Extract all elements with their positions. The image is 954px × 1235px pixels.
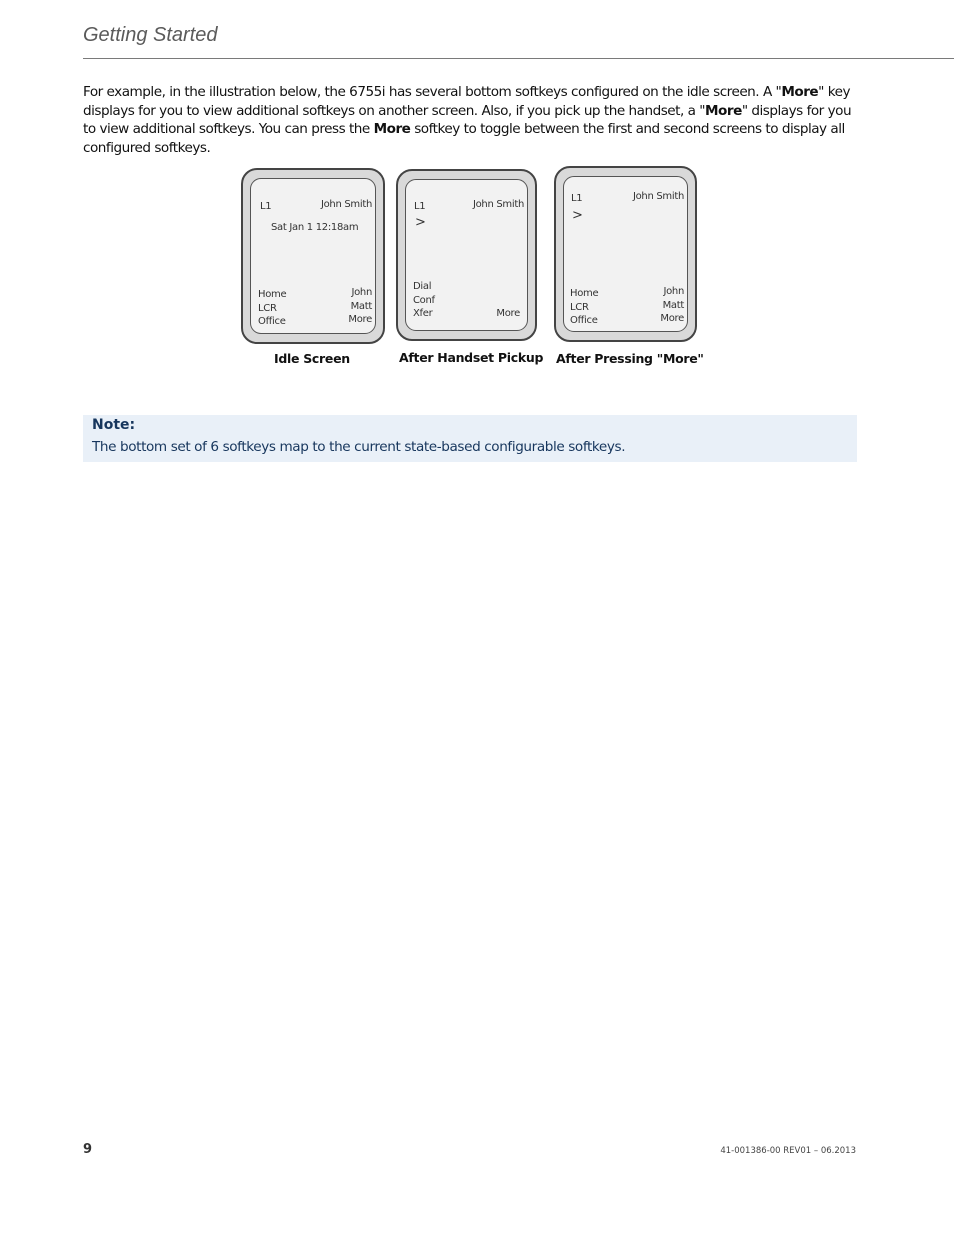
line-label: L1 — [414, 201, 426, 212]
date-time: Sat Jan 1 12:18am — [271, 222, 359, 233]
softkey-john: John — [663, 286, 684, 297]
intro-paragraph — [83, 83, 858, 158]
softkey-office: Office — [570, 315, 598, 326]
softkey-xfer: Xfer — [413, 308, 433, 319]
note-box — [83, 415, 857, 462]
phone-display — [563, 176, 688, 332]
softkey-lcr: LCR — [258, 302, 277, 314]
caller-name: John Smith — [320, 199, 372, 210]
phone-idle-screen — [241, 168, 385, 344]
softkey-home: Home — [570, 288, 599, 299]
right-softkeys — [348, 286, 372, 327]
note-title: Note: — [92, 417, 136, 433]
caller-name: John Smith — [472, 199, 524, 210]
right-softkeys — [496, 307, 520, 321]
softkey-dial: Dial — [413, 281, 432, 292]
left-softkeys — [570, 287, 598, 328]
phone-handset-screen — [396, 169, 537, 341]
page-number: 9 — [83, 1142, 93, 1157]
left-softkeys — [258, 288, 286, 329]
phone-more-screen — [554, 166, 697, 342]
document-id: 41-001386-00 REV01 – 06.2013 — [720, 1146, 856, 1156]
softkey-more: More — [348, 314, 372, 325]
dial-prompt: > — [415, 215, 426, 230]
page-header-title: Getting Started — [83, 24, 218, 46]
caption-idle-screen: Idle Screen — [274, 351, 350, 366]
intro-text-1: For example, in the illustration below, the 6755i has several bottom softkeys configured on the idle screen. A " — [83, 84, 782, 100]
caption-after-more: After Pressing "More" — [556, 351, 704, 366]
caller-name: John Smith — [632, 191, 684, 202]
intro-bold-2: More — [705, 102, 742, 119]
caption-handset-pickup: After Handset Pickup — [399, 350, 544, 365]
softkey-more: More — [660, 313, 684, 324]
intro-bold-3: More — [373, 121, 411, 138]
softkey-matt: Matt — [350, 300, 372, 312]
dial-prompt: > — [572, 208, 583, 223]
note-body: The bottom set of 6 softkeys map to the current state-based configurable softkeys. — [92, 439, 626, 455]
softkey-more: More — [496, 308, 520, 319]
phone-display — [250, 178, 376, 334]
intro-text-2: " key displays for you to view additional softkeys on another screen. Also, if you pick up the handset, a " — [83, 84, 850, 119]
right-softkeys — [660, 285, 684, 326]
softkey-john: John — [351, 287, 372, 298]
line-label: L1 — [571, 193, 583, 204]
left-softkeys — [413, 280, 435, 321]
phone-display — [405, 179, 528, 331]
intro-text-4: softkey to toggle between the first and second screens to display all configured softkeys. — [83, 121, 845, 157]
header-divider — [83, 58, 954, 59]
softkey-lcr: LCR — [570, 301, 589, 313]
softkey-home: Home — [258, 289, 287, 300]
softkey-office: Office — [258, 316, 286, 327]
softkey-conf: Conf — [413, 294, 435, 306]
softkey-matt: Matt — [662, 299, 684, 311]
intro-text-3: " displays for you to view additional softkeys. You can press the — [83, 102, 852, 138]
line-label: L1 — [260, 201, 272, 212]
intro-bold-1: More — [781, 84, 819, 100]
